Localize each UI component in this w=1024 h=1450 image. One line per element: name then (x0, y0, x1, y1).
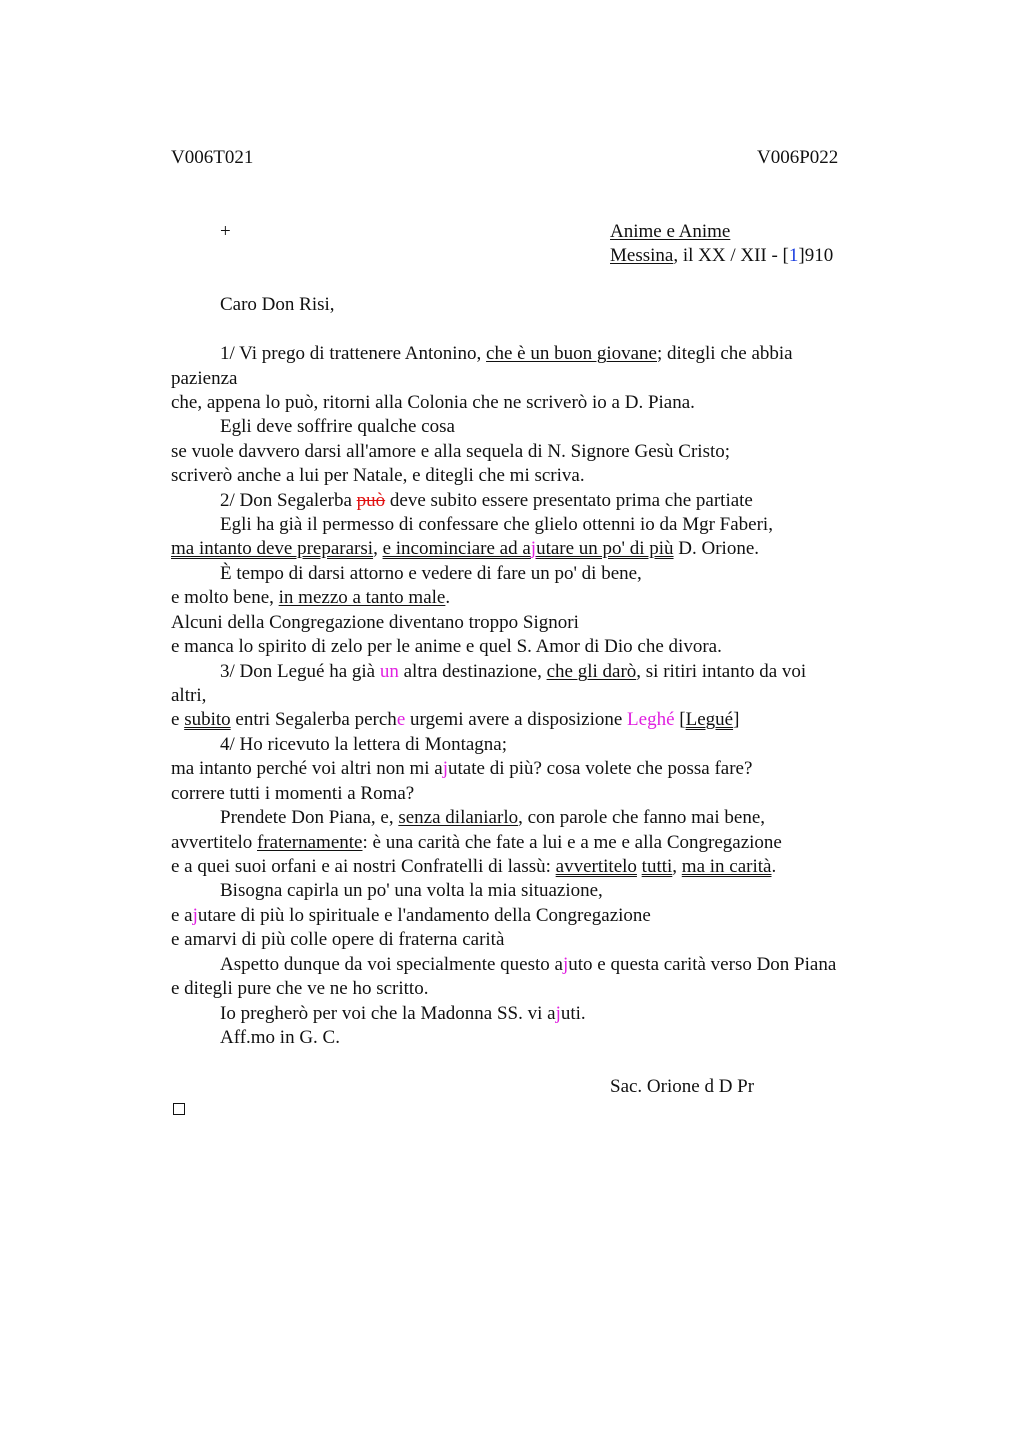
paragraph-line: Prendete Don Piana, e, senza dilaniarlo, con parole che fanno mai bene, (220, 807, 765, 828)
paragraph-line: scriverò anche a lui per Natale, e ditegli che mi scriva. (171, 465, 585, 486)
paragraph-line: 4/ Ho ricevuto la lettera di Montagna; (220, 734, 508, 755)
end-square-icon (173, 1103, 185, 1115)
paragraph-line: e ditegli pure che ve ne ho scritto. (171, 978, 429, 999)
document-code-left: V006T021 (171, 147, 254, 168)
signature: Sac. Orione d D Pr (610, 1076, 755, 1097)
letter-title: Anime e Anime (610, 221, 731, 242)
paragraph-line: 2/ Don Segalerba può deve subito essere presentato prima che partiate (220, 490, 753, 511)
paragraph-line: e ajutare di più lo spirituale e l'andamento della Congregazione (171, 905, 651, 926)
paragraph-line: e amarvi di più colle opere di fraterna carità (171, 929, 505, 950)
paragraph-line: ma intanto perché voi altri non mi ajutate di più? cosa volete che possa fare? (171, 758, 753, 779)
paragraph-line: Io pregherò per voi che la Madonna SS. vi ajuti. (220, 1003, 586, 1024)
paragraph-line: e molto bene, in mezzo a tanto male. (171, 587, 451, 608)
paragraph-line: e manca lo spirito di zelo per le anime e quel S. Amor di Dio che divora. (171, 636, 722, 657)
paragraph-line: correre tutti i momenti a Roma? (171, 783, 415, 804)
paragraph-line: Bisogna capirla un po' una volta la mia situazione, (220, 880, 603, 901)
editorial-bracket-digit: 1 (788, 245, 799, 266)
paragraph-line: Egli deve soffrire qualche cosa (220, 416, 455, 437)
paragraph-line: Aspetto dunque da voi specialmente questo ajuto e questa carità verso Don Piana (220, 954, 837, 975)
paragraph-line: che, appena lo può, ritorni alla Colonia che ne scriverò io a D. Piana. (171, 392, 695, 413)
cross-mark: + (220, 221, 231, 242)
paragraph-line: È tempo di darsi attorno e vedere di fare un po' di bene, (220, 563, 642, 584)
paragraph-line: 1/ Vi prego di trattenere Antonino, che è un buon giovane; ditegli che abbia (220, 343, 793, 364)
paragraph-line: 3/ Don Legué ha già un altra destinazione, che gli darò, si ritiri intanto da voi (220, 661, 807, 682)
paragraph-line: pazienza (171, 368, 238, 389)
paragraph-line: e subito entri Segalerba perche urgemi avere a disposizione Leghé [Legué] (171, 709, 740, 730)
paragraph-line: se vuole davvero darsi all'amore e alla sequela di N. Signore Gesù Cristo; (171, 441, 731, 462)
paragraph-line: avvertitelo fraternamente: è una carità che fate a lui e a me e alla Congregazione (171, 832, 782, 853)
paragraph-line: Egli ha già il permesso di confessare che glielo ottenni io da Mgr Faberi, (220, 514, 773, 535)
place-city: Messina (610, 245, 674, 266)
paragraph-line: Alcuni della Congregazione diventano troppo Signori (171, 612, 579, 633)
struck-word: può (356, 490, 386, 511)
paragraph-line: altri, (171, 685, 207, 706)
paragraph-line: e a quei suoi orfani e ai nostri Confratelli di lassù: avvertitelo tutti, ma in carità. (171, 856, 777, 877)
place-date: Messina, il XX / XII - [1]910 (610, 245, 834, 266)
paragraph-line: ma intanto deve prepararsi, e incominciare ad ajutare un po' di più D. Orione. (171, 538, 760, 559)
salutation: Caro Don Risi, (220, 294, 335, 315)
document-code-right: V006P022 (757, 147, 839, 168)
closing: Aff.mo in G. C. (220, 1027, 340, 1048)
